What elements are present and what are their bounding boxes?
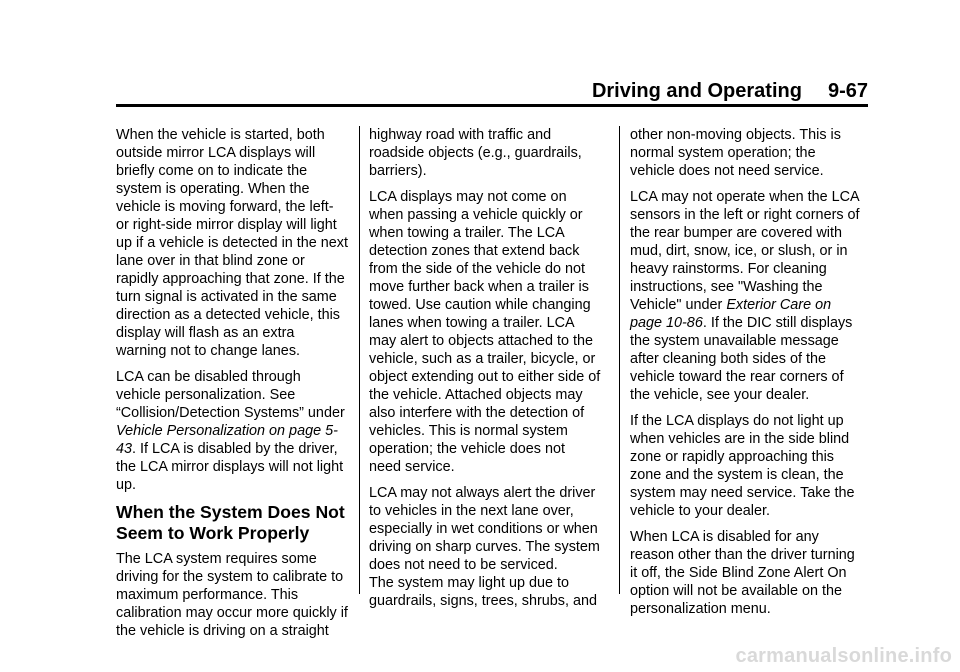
paragraph: If the LCA displays do not light up when vehicles are in the side blind zone or rapidly approaching this zone and the system is clean, the system may need service. Take the vehicle to your dealer.	[630, 413, 855, 519]
section-title: Driving and Operating	[591, 80, 802, 102]
paragraph: other non-moving objects. This is normal system operation; the vehicle does not need service.	[630, 127, 841, 179]
paragraph: LCA displays may not come on when passing a vehicle quickly or when towing a trailer. The LCA detection zones that extend back from the side of the vehicle do not move further back when a trailer is towed. Use caution while changing lanes when towing a trailer. LCA may alert to objects attached to the vehicle, such as a trailer, bicycle, or object extending out to either side of the vehicle. Attached objects may also interfere with the detection of vehicles. This is normal system operation; the vehicle does not need service.	[369, 189, 601, 475]
paragraph: When LCA is disabled for any reason other than the driver turning it off, the Side Blind Zone Alert On option will not be available on the personalization menu.	[630, 529, 855, 617]
column-divider	[619, 126, 620, 594]
column-divider	[359, 126, 360, 594]
paragraph: The system may light up due to guardrails, signs, trees, shrubs, and	[369, 575, 597, 609]
paragraph: LCA can be disabled through vehicle personalization. See “Collision/Detection Systems” under Vehicle Personalization on page 5-43. If LCA is disabled by the driver, the LCA mirror displays will not light up.	[116, 369, 345, 493]
section-heading: When the System Does Not Seem to Work Properly	[116, 502, 345, 543]
paragraph: The LCA system requires some driving for the system to calibrate to maximum performance. This calibration may occur more quickly if the vehicle is driving on a straight	[116, 551, 348, 639]
watermark: carmanualsonline.info	[735, 645, 952, 667]
page-header	[592, 80, 868, 103]
paragraph: LCA may not always alert the driver to vehicles in the next lane over, especially in wet conditions or when driving on sharp curves. The system does not need to be serviced.	[369, 485, 600, 573]
column-1	[116, 126, 348, 648]
column-2	[369, 126, 601, 618]
paragraph: When the vehicle is started, both outside mirror LCA displays will briefly come on to indicate the system is operating. When the vehicle is moving forward, the left- or right-side mirror display will light up if a vehicle is detected in the next lane over in that blind zone or rapidly approaching that zone. If the turn signal is activated in the same direction as a detected vehicle, this display will flash as an extra warning not to change lanes.	[116, 127, 348, 359]
cross-reference: Vehicle Personalization on page 5-43	[116, 423, 338, 457]
header-rule	[116, 104, 868, 107]
paragraph: LCA may not operate when the LCA sensors in the left or right corners of the rear bumper are covered with mud, dirt, snow, ice, or slush, or in heavy rainstorms. For cleaning instructions, see "Washing the Vehicle" under Exterior Care on page 10-86. If the DIC still displays the system unavailable message after cleaning both sides of the vehicle toward the rear corners of the vehicle, see your dealer.	[630, 189, 860, 403]
column-3	[630, 126, 862, 626]
cross-reference: Exterior Care on page 10-86	[630, 297, 832, 331]
page-number: 9-67	[827, 80, 868, 102]
paragraph: highway road with traffic and roadside objects (e.g., guardrails, barriers).	[369, 127, 582, 179]
